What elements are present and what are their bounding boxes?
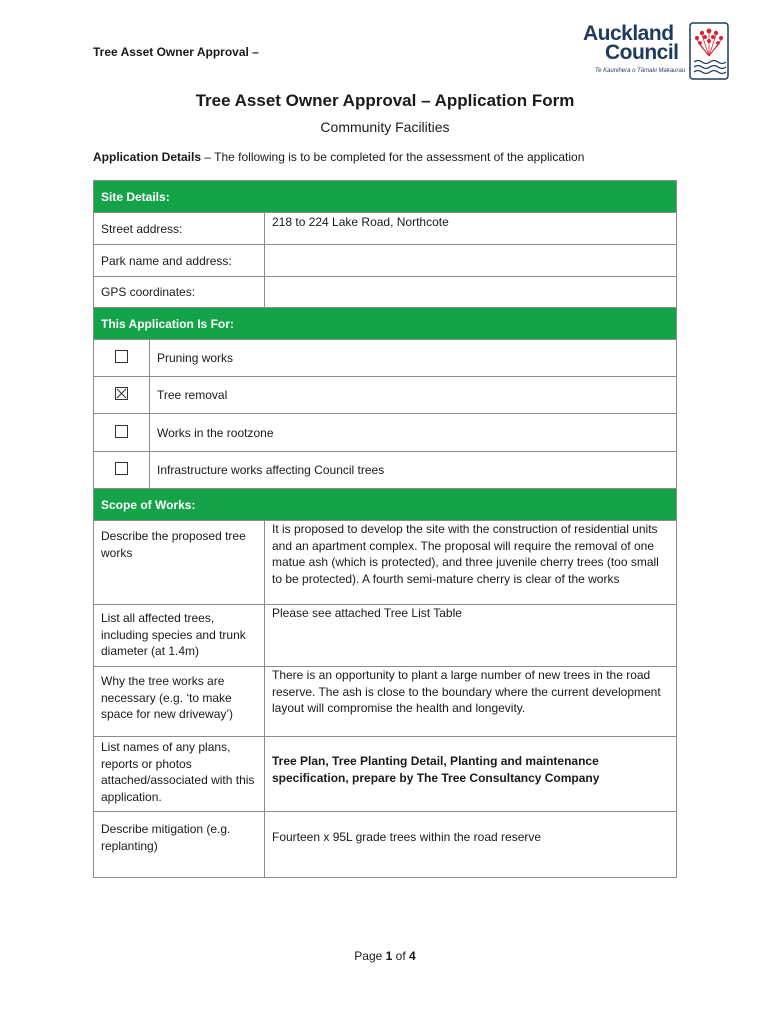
logo-tagline: Te Kaunihera o Tāmaki Makaurau bbox=[595, 68, 686, 74]
scope-label-proposed: Describe the proposed tree works bbox=[94, 521, 265, 605]
option-checkbox-cell[interactable] bbox=[94, 340, 150, 377]
logo-line1: Auckland bbox=[583, 22, 674, 45]
intro-text bbox=[93, 150, 584, 164]
option-checkbox-cell[interactable] bbox=[94, 377, 150, 414]
scope-label-mitigation: Describe mitigation (e.g. replanting) bbox=[94, 812, 265, 878]
scope-value-affected[interactable]: Please see attached Tree List Table bbox=[265, 605, 677, 667]
auckland-council-logo bbox=[583, 22, 713, 82]
option-rootzone-label: Works in the rootzone bbox=[150, 414, 677, 452]
scope-label-plans: List names of any plans, reports or photos attached/associated with this application. bbox=[94, 737, 265, 812]
application-for-heading: This Application Is For: bbox=[94, 308, 677, 340]
footer-page-total: 4 bbox=[409, 949, 416, 963]
logo-line2: Council bbox=[605, 41, 679, 64]
option-checkbox-cell[interactable] bbox=[94, 452, 150, 489]
pruning-checkbox[interactable] bbox=[115, 350, 128, 363]
footer-of-word: of bbox=[395, 949, 406, 963]
page-subtitle: Community Facilities bbox=[320, 119, 450, 135]
option-infrastructure-label: Infrastructure works affecting Council trees bbox=[150, 452, 677, 489]
site-details-heading: Site Details: bbox=[94, 181, 677, 213]
street-address-value[interactable]: 218 to 224 Lake Road, Northcote bbox=[265, 213, 677, 245]
scope-label-why: Why the tree works are necessary (e.g. ‘to make space for new driveway’) bbox=[94, 667, 265, 737]
park-name-value[interactable] bbox=[265, 245, 677, 277]
scope-label-affected: List all affected trees, including species and trunk diameter (at 1.4m) bbox=[94, 605, 265, 667]
scope-value-mitigation[interactable]: Fourteen x 95L grade trees within the road reserve bbox=[265, 812, 677, 878]
scope-value-why[interactable]: There is an opportunity to plant a large number of new trees in the road reserve. The ash is close to the boundary where the current development layout will compromise the health and longevity. bbox=[265, 667, 677, 737]
street-address-label: Street address: bbox=[94, 213, 265, 245]
option-checkbox-cell[interactable] bbox=[94, 414, 150, 452]
rootzone-checkbox[interactable] bbox=[115, 425, 128, 438]
application-form-table bbox=[93, 180, 677, 878]
gps-coordinates-value[interactable] bbox=[265, 277, 677, 308]
intro-bold: Application Details bbox=[93, 150, 202, 164]
page-footer bbox=[0, 949, 770, 963]
page-title: Tree Asset Owner Approval – Application Form bbox=[195, 91, 575, 110]
intro-rest: – The following is to be completed for the assessment of the application bbox=[201, 150, 585, 164]
infrastructure-checkbox[interactable] bbox=[115, 462, 128, 475]
running-header: Tree Asset Owner Approval – bbox=[93, 45, 259, 59]
scope-value-proposed[interactable]: It is proposed to develop the site with the construction of residential units and an apartment complex. The proposal will require the removal of one matue ash (which is protected), and three juvenile cherry trees (too small to be protected). A fourth semi-mature cherry is clear of the works bbox=[265, 521, 677, 605]
footer-page-num: 1 bbox=[385, 949, 393, 963]
option-tree-removal-label: Tree removal bbox=[150, 377, 677, 414]
tree-removal-checkbox[interactable] bbox=[115, 387, 128, 400]
park-name-label: Park name and address: bbox=[94, 245, 265, 277]
scope-value-plans[interactable]: Tree Plan, Tree Planting Detail, Planting and maintenance specification, prepare by The Tree Consultancy Company bbox=[265, 737, 677, 812]
gps-coordinates-label: GPS coordinates: bbox=[94, 277, 265, 308]
option-pruning-label: Pruning works bbox=[150, 340, 677, 377]
scope-heading: Scope of Works: bbox=[94, 489, 677, 521]
pohutukawa-flower-icon bbox=[689, 22, 729, 80]
footer-page-word: Page bbox=[354, 949, 383, 963]
